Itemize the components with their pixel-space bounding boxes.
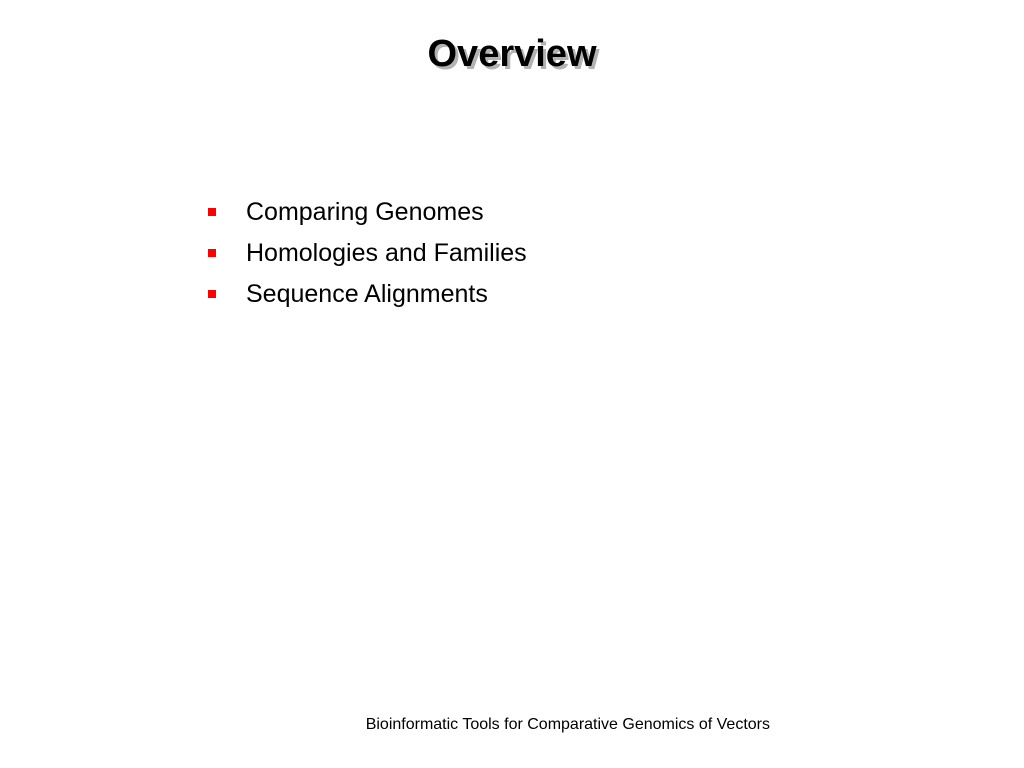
bullet-text: Sequence Alignments — [246, 280, 488, 308]
bullet-text: Comparing Genomes — [246, 198, 484, 226]
slide-title: Overview — [427, 33, 597, 75]
bullet-text: Homologies and Families — [246, 239, 527, 267]
square-bullet-icon — [208, 249, 216, 257]
square-bullet-icon — [208, 290, 216, 298]
slide-footer: Bioinformatic Tools for Comparative Genomics of Vectors — [365, 716, 770, 733]
square-bullet-icon — [208, 208, 216, 216]
